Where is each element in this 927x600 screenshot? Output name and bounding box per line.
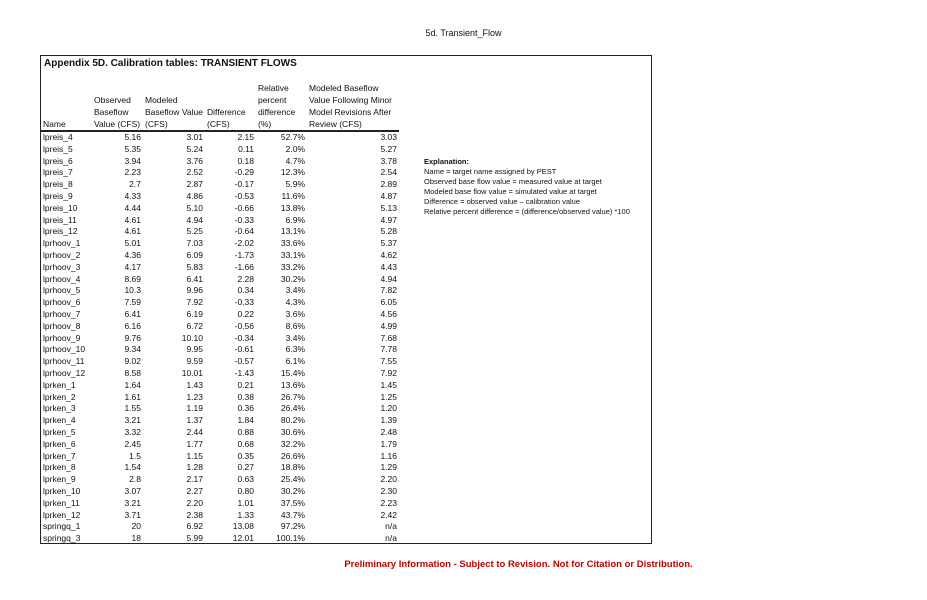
cell-revised: n/a [385,533,397,544]
cell-relative: 18.8% [280,462,305,473]
cell-difference: 12.01 [232,533,254,544]
cell-difference: -0.33 [234,297,254,308]
cell-relative: 6.1% [285,356,305,367]
table-header-row [41,80,399,131]
cell-observed: 1.55 [124,403,141,414]
cell-modeled: 2.38 [186,509,203,520]
cell-difference: -0.57 [234,356,254,367]
cell-name: lprken_10 [43,485,81,496]
cell-name: lprken_1 [43,379,76,390]
cell-relative: 25.4% [280,474,305,485]
cell-difference: 0.63 [237,474,254,485]
cell-modeled: 7.92 [186,297,203,308]
explanation-line: Relative percent difference = (difference/observed value) *100 [424,207,630,216]
cell-revised: 2.23 [380,497,397,508]
cell-name: lprken_4 [43,415,76,426]
sheet-title: 5d. Transient_Flow [425,28,502,38]
table-row [41,462,399,474]
cell-observed: 2.23 [124,167,141,178]
cell-revised: 4.62 [380,249,397,260]
cell-modeled: 6.41 [186,273,203,284]
cell-modeled: 6.09 [186,249,203,260]
cell-modeled: 4.94 [186,214,203,225]
cell-revised: 1.79 [380,438,397,449]
cell-difference: -0.61 [234,344,254,355]
cell-name: lprken_8 [43,462,76,473]
cell-relative: 4.3% [285,297,305,308]
cell-relative: 4.7% [285,155,305,166]
explanation-line: Name = target name assigned by PEST [424,167,557,176]
cell-name: lprken_5 [43,426,76,437]
cell-relative: 2.0% [285,143,305,154]
cell-relative: 13.6% [280,379,305,390]
explanation-line: Observed base flow value = measured value at target [424,177,602,186]
cell-difference: 2.15 [237,132,254,142]
cell-difference: 0.27 [237,462,254,473]
cell-name: springq_3 [43,533,81,544]
table-row [41,533,399,545]
cell-relative: 13.8% [280,202,305,213]
cell-relative: 52.7% [280,132,305,142]
cell-name: lprken_11 [43,497,80,508]
column-header-observed: Observed Baseflow Value (CFS) [92,80,143,131]
cell-difference: -0.56 [234,320,254,331]
cell-revised: 7.55 [380,356,397,367]
cell-difference: -0.29 [234,167,254,178]
cell-name: lprken_7 [43,450,76,461]
cell-name: lprhoov_11 [43,356,85,367]
cell-difference: -1.73 [234,249,254,260]
cell-revised: 2.30 [380,485,397,496]
explanation-line: Modeled base flow value = simulated value at target [424,187,597,196]
table-row [41,321,399,333]
cell-difference: -1.66 [234,261,254,272]
table-title: Appendix 5D. Calibration tables: TRANSIENT FLOWS [44,58,297,69]
cell-relative: 6.3% [285,344,305,355]
cell-modeled: 2.87 [186,179,203,190]
cell-observed: 3.94 [124,155,141,166]
cell-difference: 0.35 [237,450,254,461]
cell-name: lprhoov_2 [43,249,81,260]
table-row [41,215,399,227]
cell-difference: 0.11 [238,143,254,154]
cell-difference: 1.84 [237,415,254,426]
cell-relative: 11.6% [281,190,305,201]
cell-revised: 5.27 [380,143,397,154]
cell-observed: 1.5 [129,450,141,461]
cell-revised: 1.45 [380,379,397,390]
cell-revised: 4.56 [380,308,397,319]
cell-revised: 2.54 [380,167,397,178]
table-row [41,274,399,286]
cell-observed: 7.59 [124,297,141,308]
table-row [41,451,399,463]
table-row [41,380,399,392]
cell-modeled: 10.10 [181,332,203,343]
cell-difference: 0.34 [237,285,254,296]
cell-revised: 2.48 [380,426,397,437]
cell-relative: 33.1% [280,249,305,260]
cell-relative: 3.4% [285,285,305,296]
cell-difference: -1.43 [234,367,254,378]
cell-relative: 30.2% [280,273,305,284]
cell-observed: 8.69 [124,273,141,284]
cell-revised: 6.05 [380,297,397,308]
cell-modeled: 5.83 [186,261,203,272]
cell-relative: 5.9% [285,179,305,190]
cell-relative: 26.4% [280,403,305,414]
cell-relative: 33.6% [280,238,305,249]
cell-modeled: 6.72 [186,320,203,331]
cell-relative: 6.9% [285,214,305,225]
cell-modeled: 1.43 [186,379,203,390]
column-header-revised: Modeled Baseflow Value Following Minor Model Revisions After Review (CFS) [307,80,399,131]
table-row [41,285,399,297]
cell-relative: 43.7% [280,509,305,520]
cell-name: lpreis_5 [43,143,73,154]
cell-observed: 6.16 [124,320,141,331]
table-row [41,427,399,439]
cell-difference: 0.80 [237,485,254,496]
cell-revised: 1.39 [380,415,397,426]
cell-name: lprhoov_12 [43,367,86,378]
cell-name: lprken_2 [43,391,76,402]
cell-observed: 4.17 [124,261,141,272]
cell-name: lpreis_8 [43,179,73,190]
cell-observed: 3.71 [124,509,141,520]
cell-revised: 2.20 [380,474,397,485]
cell-modeled: 10.01 [181,367,203,378]
cell-modeled: 6.19 [186,308,203,319]
cell-modeled: 1.28 [186,462,203,473]
cell-difference: -2.02 [234,238,254,249]
column-header-modeled: Modeled Baseflow Value (CFS) [143,80,205,131]
cell-revised: 5.13 [380,202,397,213]
cell-modeled: 1.77 [186,438,203,449]
cell-name: lprhoov_8 [43,320,81,331]
cell-name: lprhoov_9 [43,332,81,343]
table-row [41,167,399,179]
cell-difference: 0.22 [237,308,254,319]
cell-difference: 1.01 [237,497,254,508]
cell-difference: 0.36 [237,403,254,414]
cell-name: lprhoov_3 [43,261,81,272]
calibration-table-frame [40,55,652,544]
cell-revised: 5.28 [380,226,397,237]
cell-observed: 4.44 [124,202,141,213]
cell-modeled: 1.37 [186,415,203,426]
cell-modeled: 1.19 [186,403,203,414]
cell-relative: 32.2% [280,438,305,449]
table-row [41,521,399,533]
cell-relative: 33.2% [280,261,305,272]
cell-difference: 0.18 [237,155,254,166]
cell-revised: 1.16 [380,450,397,461]
cell-relative: 15.4% [280,367,305,378]
cell-relative: 3.4% [285,332,305,343]
cell-modeled: 2.17 [186,474,203,485]
cell-relative: 100.1% [276,533,305,544]
cell-revised: 7.92 [380,367,397,378]
cell-modeled: 7.03 [186,238,203,249]
cell-revised: 4.87 [380,190,397,201]
column-header-difference: Difference (CFS) [205,80,256,131]
table-row [41,403,399,415]
cell-name: lprken_12 [43,509,81,520]
cell-relative: 8.6% [285,320,305,331]
explanation-block [424,157,630,217]
cell-modeled: 1.23 [186,391,203,402]
preliminary-disclaimer [0,559,927,570]
cell-observed: 8.58 [124,367,141,378]
cell-name: lprken_3 [43,403,76,414]
cell-observed: 5.35 [124,143,141,154]
cell-difference: -0.66 [234,202,254,213]
table-row [41,333,399,345]
cell-observed: 18 [131,533,141,544]
cell-modeled: 2.52 [186,167,203,178]
cell-observed: 2.45 [124,438,141,449]
cell-name: lprhoov_10 [43,344,86,355]
cell-modeled: 3.76 [186,155,203,166]
explanation-heading: Explanation: [424,157,470,166]
cell-difference: -0.17 [234,179,254,190]
table-row [41,510,399,522]
disclaimer-text: Preliminary Information - Subject to Revision. Not for Citation or Distribution. [344,559,693,570]
cell-name: lprhoov_6 [43,297,81,308]
cell-observed: 2.7 [129,179,141,190]
cell-revised: 3.78 [380,155,397,166]
table-row [41,131,399,144]
cell-observed: 4.61 [124,214,141,225]
cell-difference: 0.68 [237,438,254,449]
cell-revised: 7.82 [380,285,397,296]
cell-observed: 1.64 [124,379,141,390]
cell-relative: 12.3% [280,167,305,178]
cell-revised: 4.43 [380,261,397,272]
cell-name: lprhoov_5 [43,285,81,296]
cell-modeled: 6.92 [186,521,203,532]
table-row [41,156,399,168]
cell-modeled: 2.20 [186,497,203,508]
cell-difference: -0.34 [234,332,254,343]
cell-relative: 26.7% [280,391,305,402]
table-row [41,297,399,309]
table-row [41,238,399,250]
cell-relative: 80.2% [280,415,305,426]
table-row [41,226,399,238]
cell-modeled: 5.10 [186,202,203,213]
cell-revised: 4.97 [380,214,397,225]
cell-name: springq_1 [43,521,81,532]
cell-observed: 5.01 [124,238,141,249]
cell-difference: 1.33 [237,509,254,520]
cell-name: lprken_9 [43,474,76,485]
cell-observed: 9.02 [124,356,141,367]
cell-observed: 9.34 [124,344,141,355]
cell-name: lpreis_12 [43,226,78,237]
cell-observed: 4.33 [124,190,141,201]
cell-revised: 1.25 [380,391,397,402]
cell-difference: 0.21 [237,379,254,390]
cell-difference: -0.33 [234,214,254,225]
cell-relative: 97.2% [280,521,305,532]
cell-relative: 3.6% [285,308,305,319]
cell-relative: 37.5% [280,497,305,508]
cell-revised: 3.03 [380,132,397,142]
cell-observed: 5.16 [124,132,141,142]
table-row [41,368,399,380]
cell-revised: 4.99 [380,320,397,331]
cell-revised: 4.94 [380,273,397,284]
cell-observed: 3.32 [124,426,141,437]
cell-difference: -0.64 [234,226,254,237]
cell-name: lpreis_10 [43,202,78,213]
table-row [41,309,399,321]
cell-difference: 13.08 [232,521,254,532]
cell-revised: 2.89 [380,179,397,190]
cell-observed: 4.61 [124,226,141,237]
cell-modeled: 2.27 [186,485,203,496]
cell-observed: 20 [131,521,141,532]
cell-name: lpreis_6 [43,155,73,166]
explanation-line: Difference = observed value – calibration value [424,197,580,206]
table-row [41,415,399,427]
cell-revised: 5.37 [380,238,397,249]
table-row [41,356,399,368]
table-row [41,179,399,191]
cell-observed: 2.8 [129,474,141,485]
cell-name: lprhoov_1 [43,238,81,249]
cell-relative: 13.1% [280,226,305,237]
cell-revised: n/a [385,521,397,532]
cell-name: lpreis_9 [43,190,73,201]
table-row [41,486,399,498]
calibration-table [41,80,399,545]
cell-modeled: 5.25 [186,226,203,237]
cell-observed: 1.61 [124,391,141,402]
cell-observed: 6.41 [124,308,141,319]
cell-observed: 1.54 [124,462,141,473]
cell-modeled: 9.95 [186,344,203,355]
table-row [41,439,399,451]
column-header-name: Name [41,80,92,131]
cell-difference: -0.53 [234,190,254,201]
cell-revised: 1.29 [380,462,397,473]
table-row [41,498,399,510]
table-row [41,191,399,203]
cell-difference: 2.28 [237,273,254,284]
cell-name: lprhoov_7 [43,308,81,319]
cell-relative: 30.2% [280,485,305,496]
cell-modeled: 5.99 [186,533,203,544]
cell-revised: 7.78 [380,344,397,355]
cell-observed: 3.21 [124,497,141,508]
cell-difference: 0.38 [237,391,254,402]
table-row [41,392,399,404]
cell-relative: 30.6% [280,426,305,437]
cell-observed: 10.3 [124,285,141,296]
cell-name: lpreis_11 [43,214,77,225]
table-row [41,250,399,262]
cell-modeled: 5.24 [186,143,203,154]
cell-observed: 3.07 [124,485,141,496]
cell-difference: 0.88 [237,426,254,437]
table-row [41,144,399,156]
table-row [41,203,399,215]
table-row [41,262,399,274]
cell-name: lprhoov_4 [43,273,81,284]
cell-modeled: 9.59 [186,356,203,367]
cell-observed: 3.21 [124,415,141,426]
cell-observed: 4.36 [124,249,141,260]
cell-modeled: 3.01 [186,132,203,142]
cell-modeled: 2.44 [186,426,203,437]
cell-revised: 7.68 [380,332,397,343]
table-row [41,344,399,356]
table-row [41,474,399,486]
cell-name: lpreis_7 [43,167,73,178]
cell-relative: 26.6% [280,450,305,461]
cell-modeled: 1.15 [186,450,203,461]
cell-observed: 9.76 [124,332,141,343]
cell-revised: 1.20 [380,403,397,414]
cell-name: lpreis_4 [43,132,73,142]
cell-modeled: 9.96 [186,285,203,296]
cell-revised: 2.42 [380,509,397,520]
cell-modeled: 4.86 [186,190,203,201]
table-body [41,131,399,545]
cell-name: lprken_6 [43,438,76,449]
column-header-relative: Relative percent difference (%) [256,80,307,131]
